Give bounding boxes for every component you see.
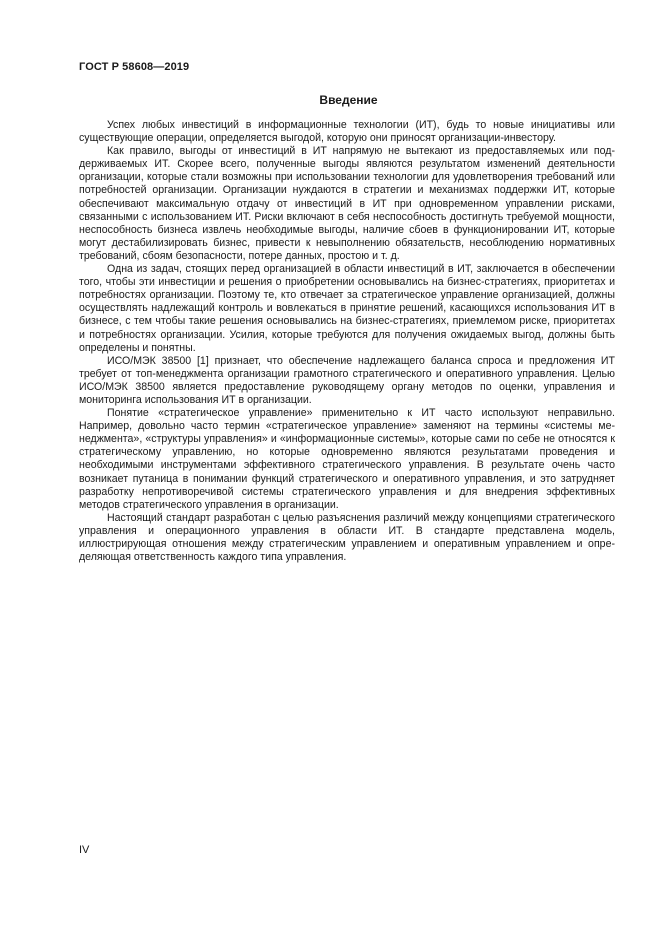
paragraph: Одна из задач, стоящих перед организацией в области инвестиций в ИТ, заключается в обеспечении того, чтобы эти инвестиции и решения о приобретении основывались на бизнес-стратегиях, приоритетах и потребностях организации. Поэтому те, кто отвечает за стратегическое управление организацией, должны осуществлять надлежащий контроль и вовлекаться в принятие решений, касающихся использования ИТ в бизнесе, с тем чтобы такие решения основывались на бизнес-стратегиях, приемлемом риске, приоритетах и потребностях организации. Усилия, которые требуются для получения ожидаемых выгод, должны быть определены и понятны. <box>79 263 615 354</box>
paragraph: Понятие «стратегическое управление» применительно к ИТ часто используют неправильно. Например, довольно часто термин «стратегическое управление» заменяют на термины «системы менеджмента», «структуры управления» и «информационные системы», которые сами по себе не относятся к стратегическому управлению, но которые одновременно являются результатами проведения и необходимыми инструментами эффективного стратегического управления. В результате очень часто возникает путаница в понимании функций стратегического и оперативного управления, и это затрудняет разработку непротиворечивой системы стратегического управления и для внедрения эффективных методов стратегического управления в организации. <box>79 407 615 511</box>
paragraph: Как правило, выгоды от инвестиций в ИТ напрямую не вытекают из предоставляемых или поддерживаемых ИТ. Скорее всего, полученные выгоды являются результатом изменений деятельности организации, которые стали возможны при использовании технологии для удовлетворения требований или потребностей организации. Организации нуждаются в стратегии и механизмах поддержки ИТ, которые обеспечивают максимальную отдачу от инвестиций в ИТ при одновременном управлении рисками, связанными с использованием ИТ. Риски включают в себя неспособность достигнуть требуемой мощности, неспособность бизнеса извлечь необходимые выгоды, наличие сбоев в функционировании ИТ, которые могут дестабилизировать бизнес, привести к невыполнению обязательств, несоблюдению нормативных требований, сбоям безопасности, потере данных, простою и т. д. <box>79 145 615 262</box>
paragraph: Успех любых инвестиций в информационные технологии (ИТ), будь то новые инициативы или существующие операции, определяется выгодой, которую они приносят организации-инвестору. <box>79 119 615 145</box>
section-title: Введение <box>319 93 378 107</box>
paragraph: Настоящий стандарт разработан с целью разъяснения различий между концепциями стратегического управления и операционного управления в области ИТ. В стандарте представлена модель, иллюстрирующая отношения между стратегическим управлением и оперативным управлением и определяющая ответственность каждого типа управления. <box>79 511 615 564</box>
paragraph: ИСО/МЭК 38500 [1] признает, что обеспечение надлежащего баланса спроса и предложения ИТ требует от топ-менеджмента организации грамотного стратегического и оперативного управления. Целью ИСО/МЭК 38500 является предоставление руководящему органу методов по оценки, управления и мониторинга использования ИТ в организации. <box>79 354 615 406</box>
body-text <box>79 119 615 564</box>
page-number: IV <box>79 844 90 856</box>
document-code: ГОСТ Р 58608—2019 <box>79 61 190 73</box>
